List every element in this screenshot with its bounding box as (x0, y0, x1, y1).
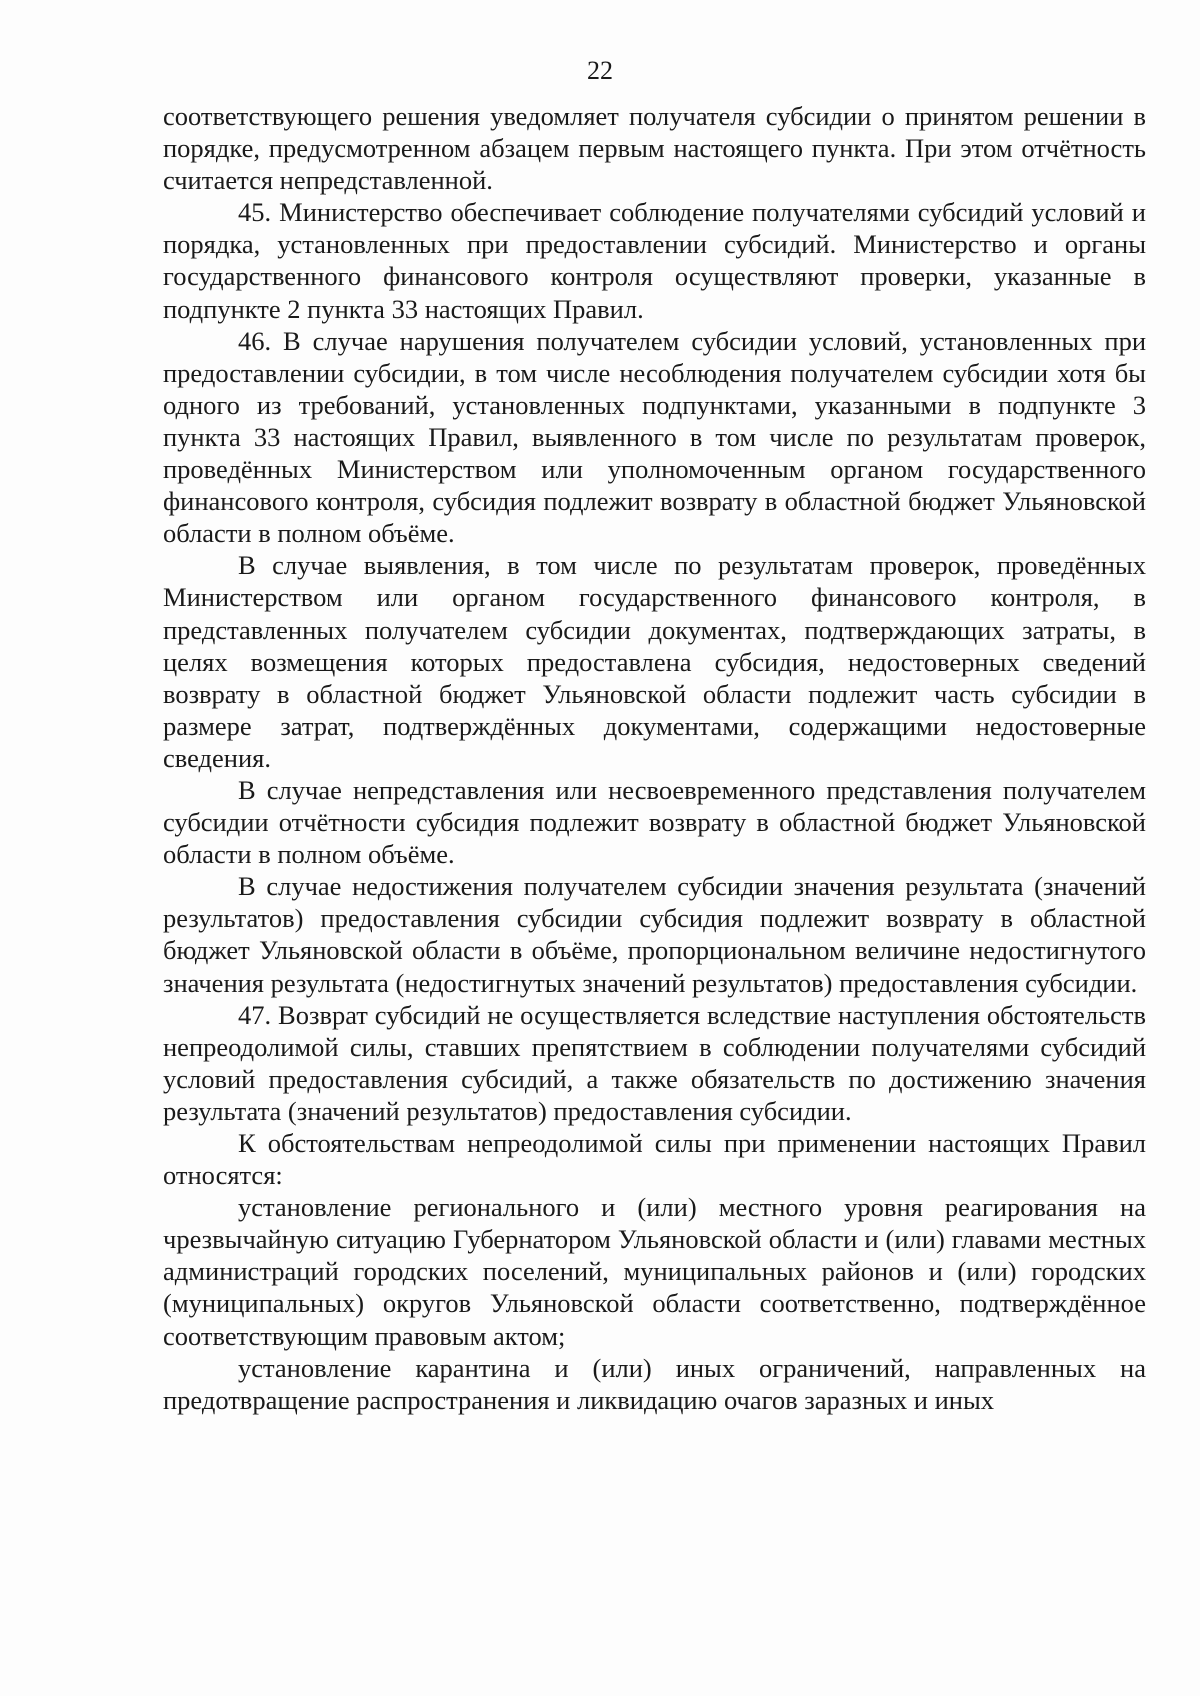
page-number: 22 (587, 56, 613, 85)
paragraph-46: 46. В случае нарушения получателем субсидии условий, установленных при предоставлении субсидии, в том числе несоблюдения получателем субсидии хотя бы одного из требований, установленных подпунктами, указанными в подпункте 3 пункта 33 настоящих Правил, выявленного в том числе по результатам проверок, проведённых Министерством или уполномоченным органом государственного финансового контроля, субсидия подлежит возврату в областной бюджет Ульяновской области в полном объёме. (163, 325, 1146, 549)
paragraph-47: 47. Возврат субсидий не осуществляется вследствие наступления обстоятельств непреодолимой силы, ставших препятствием в соблюдении получателями субсидий условий предоставления субсидий, а также обязательств по достижению значения результата (значений результатов) предоставления субсидии. (163, 999, 1146, 1126)
paragraph-47-force-majeure-intro: К обстоятельствам непреодолимой силы при применении настоящих Правил относятся: (163, 1128, 1146, 1191)
paragraph-45: 45. Министерство обеспечивает соблюдение получателями субсидий условий и порядка, установленных при предоставлении субсидий. Министерство и органы государственного финансового контроля осуществляют проверки, указанные в подпункте 2 пункта 33 настоящих Правил. (163, 197, 1146, 324)
paragraph-46-unreliable-info: В случае выявления, в том числе по результатам проверок, проведённых Министерством или органом государственного финансового контроля, в представленных получателем субсидии документах, подтверждающих затраты, в целях возмещения которых предоставлена субсидия, недостоверных сведений возврату в областной бюджет Ульяновской области подлежит часть субсидии в размере затрат, подтверждённых документами, содержащими недостоверные сведения. (163, 550, 1146, 773)
paragraph-47-emergency-level: установление регионального и (или) местного уровня реагирования на чрезвычайную ситуацию Губернатором Ульяновской области и (или) главами местных администраций городских поселений, муниципальных районов и (или) городских (муниципальных) округов Ульяновской области соответственно, подтверждённое соответствующим правовым актом; (163, 1192, 1146, 1351)
paragraph-continuation: соответствующего решения уведомляет получателя субсидии о принятом решении в порядке, предусмотренном абзацем первым настоящего пункта. При этом отчётность считается непредставленной. (163, 101, 1146, 196)
document-body (163, 100, 1146, 1416)
paragraph-46-result-not-achieved: В случае недостижения получателем субсидии значения результата (значений результатов) предоставления субсидии субсидия подлежит возврату в областной бюджет Ульяновской области в объёме, пропорциональном величине недостигнутого значения результата (недостигнутых значений результатов) предоставления субсидии. (163, 871, 1146, 998)
paragraph-47-quarantine: установление карантина и (или) иных ограничений, направленных на предотвращение распространения и ликвидацию очагов заразных и иных (163, 1352, 1146, 1415)
paragraph-46-no-report: В случае непредставления или несвоевременного представления получателем субсидии отчётности субсидия подлежит возврату в областной бюджет Ульяновской области в полном объёме. (163, 774, 1146, 870)
